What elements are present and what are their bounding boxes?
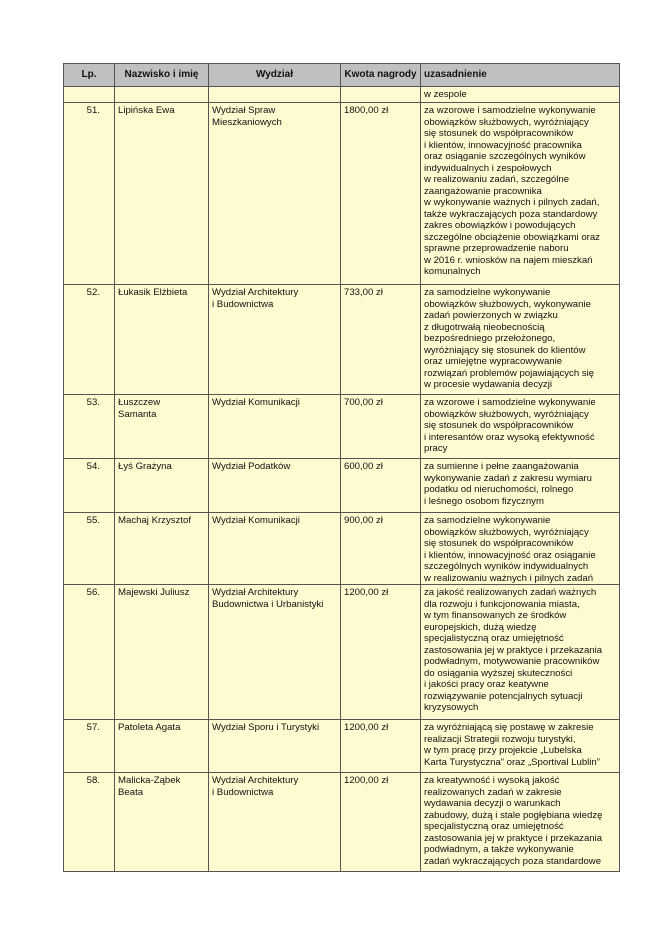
- cell-amount: 600,00 zł: [341, 459, 421, 513]
- cell-name: [115, 103, 209, 285]
- cell-dept-line: Wydział Sporu i Turystyki: [212, 722, 320, 733]
- cell-name-line: Łukasik Elżbieta: [118, 287, 188, 298]
- cell-reason-line: w realizowaniu zadań, szczególne: [424, 174, 570, 185]
- cell-reason-line: za samodzielne wykonywanie: [424, 287, 551, 298]
- cell-reason-line: w procesie wydawania decyzji: [424, 379, 552, 390]
- cell-dept: [209, 773, 341, 872]
- cell-reason-line: podatku od nieruchomości, rolnego: [424, 484, 574, 495]
- cell-reason: [421, 513, 620, 585]
- cell-reason-line: realizowanych zadań w zakresie: [424, 786, 562, 798]
- cell-reason: [421, 459, 620, 513]
- header-lp: Lp.: [64, 64, 115, 87]
- cell-reason-line: za wzorowe i samodzielne wykonywanie: [424, 397, 596, 408]
- cell-reason-line: w wykonywanie ważnych i pilnych zadań,: [424, 197, 600, 208]
- cell-reason-line: oraz umiejętne wypracowywanie: [424, 356, 563, 367]
- table-row: [64, 720, 620, 773]
- cell-reason-line: także wykraczających poza standardowy: [424, 208, 598, 220]
- cell-reason-line: za wyróżniającą się postawę w zakresie: [424, 722, 594, 733]
- cell-reason-line: indywidualnych i zespołowych: [424, 162, 552, 174]
- cell-reason-line: wyróżniający się stosunek do klientów: [424, 344, 586, 356]
- cell-dept: [209, 585, 341, 720]
- cell-reason: [421, 773, 620, 872]
- cell-reason-line: realizacji Strategii rozwoju turystyki,: [424, 733, 576, 745]
- cell-dept-line: Wydział Podatków: [212, 461, 291, 472]
- cell-dept: [209, 87, 341, 103]
- cell-name-line: Patoleta Agata: [118, 722, 181, 733]
- cell-name: [115, 513, 209, 585]
- cell-reason-line: rozwiązywanie potencjalnych sytuacji: [424, 690, 583, 702]
- cell-reason: [421, 585, 620, 720]
- cell-reason-line: szczególnych wyników indywidualnych: [424, 561, 589, 572]
- cell-reason-line: i klientów, innowacyjność oraz osiąganie: [424, 549, 596, 561]
- cell-lp: 54.: [64, 459, 115, 513]
- cell-reason: [421, 87, 620, 103]
- table-row: [64, 513, 620, 585]
- header-amount: Kwota nagrody: [341, 64, 421, 87]
- cell-reason-line: podwładnym, motywowanie pracowników: [424, 656, 600, 667]
- cell-dept-line: Mieszkaniowych: [212, 116, 282, 128]
- cell-name-line: Lipińska Ewa: [118, 105, 175, 116]
- cell-amount: 1200,00 zł: [341, 720, 421, 773]
- cell-reason-line: specjalistyczną oraz umiejętność: [424, 633, 564, 644]
- cell-reason-line: i jakości pracy oraz keatywne: [424, 679, 549, 690]
- cell-reason-line: za samodzielne wykonywanie: [424, 515, 551, 526]
- cell-amount: 1200,00 zł: [341, 585, 421, 720]
- cell-reason: [421, 720, 620, 773]
- cell-lp: 57.: [64, 720, 115, 773]
- cell-dept-line: Wydział Komunikacji: [212, 397, 300, 408]
- table-row: [64, 395, 620, 459]
- cell-lp: [64, 87, 115, 103]
- cell-dept: [209, 720, 341, 773]
- cell-amount: 900,00 zł: [341, 513, 421, 585]
- table-header-row: [64, 64, 620, 87]
- cell-reason-line: zadań powierzonych w związku: [424, 310, 558, 321]
- cell-name-line: Samanta: [118, 408, 157, 420]
- cell-reason-line: zastosowania jej w praktyce i przekazania: [424, 644, 603, 656]
- cell-reason-line: wydawania decyzji o warunkach: [424, 798, 561, 809]
- cell-reason-line: szczególne obciążenie obowiązkami oraz: [424, 231, 600, 243]
- header-name: Nazwisko i imię: [115, 64, 209, 87]
- cell-reason-line: obowiązków służbowych, wyróżniający: [424, 526, 589, 538]
- cell-reason-line: zadań wykraczających poza standardowe: [424, 855, 602, 867]
- cell-reason-line: za jakość realizowanych zadań ważnych: [424, 587, 597, 598]
- table-row: [64, 773, 620, 872]
- cell-name: [115, 459, 209, 513]
- cell-reason-line: się stosunek do współpracowników: [424, 128, 574, 139]
- cell-dept: [209, 103, 341, 285]
- cell-reason-line: w realizowaniu ważnych i pilnych zadań: [424, 572, 594, 584]
- cell-reason-line: za kreatywność i wysoką jakość: [424, 775, 560, 786]
- cell-name-line: Malicka-Ząbek: [118, 775, 181, 786]
- cell-reason-line: za sumienne i pełne zaangażowania: [424, 461, 579, 472]
- cell-reason-line: europejskich, dużą wiedzę: [424, 621, 537, 633]
- cell-reason: [421, 285, 620, 395]
- cell-name-line: Machaj Krzysztof: [118, 515, 192, 526]
- cell-reason-line: oraz osiąganie szczególnych wyników: [424, 151, 586, 162]
- cell-reason-line: z długotrwałą nieobecnością: [424, 321, 545, 333]
- cell-reason-line: i leśnego osobom fizycznym: [424, 495, 544, 507]
- cell-dept-line: Wydział Architektury: [212, 287, 299, 298]
- cell-name: [115, 395, 209, 459]
- cell-amount: [341, 87, 421, 103]
- cell-reason-line: specjalistyczną oraz umiejętność: [424, 821, 564, 832]
- cell-reason-line: i interesantów oraz wysoką efektywność: [424, 431, 595, 443]
- cell-reason-line: pracy: [424, 443, 448, 454]
- cell-dept-line: i Budownictwa: [212, 298, 274, 310]
- cell-reason-line: w tym pracę przy projekcie „Lubelska: [424, 745, 582, 756]
- cell-reason-line: w 2016 r. wniosków na najem mieszkań: [424, 254, 593, 266]
- cell-reason-line: dla rozwoju i funkcjonowania miasta,: [424, 598, 580, 610]
- awards-table: [63, 63, 620, 872]
- cell-lp: 51.: [64, 103, 115, 285]
- cell-reason-line: Karta Turystyczna” oraz „Sportival Lublin”: [424, 756, 600, 768]
- cell-dept-line: Wydział Komunikacji: [212, 515, 300, 526]
- cell-reason-line: obowiązków służbowych, wyróżniający: [424, 408, 589, 420]
- cell-reason-line: zakres obowiązków i powodujących: [424, 220, 576, 231]
- cell-dept: [209, 395, 341, 459]
- cell-amount: 1800,00 zł: [341, 103, 421, 285]
- cell-dept-line: Budownictwa i Urbanistyki: [212, 598, 324, 610]
- cell-name: [115, 720, 209, 773]
- header-dept: Wydział: [209, 64, 341, 87]
- cell-dept-line: i Budownictwa: [212, 786, 274, 798]
- cell-amount: 1200,00 zł: [341, 773, 421, 872]
- cell-dept: [209, 285, 341, 395]
- cell-reason-line: kryzysowych: [424, 702, 479, 713]
- cell-name: [115, 87, 209, 103]
- cell-name: [115, 585, 209, 720]
- cell-amount: 700,00 zł: [341, 395, 421, 459]
- cell-name: [115, 773, 209, 872]
- cell-reason-line: zastosowania jej w praktyce i przekazania: [424, 832, 603, 844]
- cell-reason-line: za wzorowe i samodzielne wykonywanie: [424, 105, 596, 116]
- cell-reason-line: komunalnych: [424, 266, 481, 277]
- table-row: [64, 103, 620, 285]
- table-row: [64, 459, 620, 513]
- cell-lp: 52.: [64, 285, 115, 395]
- cell-reason-line: się stosunek do współpracowników: [424, 420, 574, 431]
- cell-reason-line: sprawne przeprowadzenie naboru: [424, 243, 569, 254]
- cell-amount: 733,00 zł: [341, 285, 421, 395]
- cell-reason-line: w tym finansowanych ze środków: [424, 610, 567, 621]
- cell-reason-line: zabudowy, dużą i stale pogłębiana wiedzę: [424, 809, 603, 821]
- cell-reason: [421, 395, 620, 459]
- cell-lp: 58.: [64, 773, 115, 872]
- cell-reason-line: do osiągania wyższej skuteczności: [424, 667, 573, 679]
- table-row: [64, 585, 620, 720]
- continuation-row: [64, 87, 620, 103]
- cell-reason-line: podwładnym, a także wykonywanie: [424, 844, 574, 855]
- cell-reason-line: zaangażowanie pracownika: [424, 185, 542, 197]
- cell-name-line: Majewski Juliusz: [118, 587, 190, 598]
- cell-reason-line: obowiązków służbowych, wyróżniający: [424, 116, 589, 128]
- cell-dept: [209, 513, 341, 585]
- reason-line: w zespole: [424, 89, 467, 100]
- cell-name: [115, 285, 209, 395]
- cell-lp: 56.: [64, 585, 115, 720]
- cell-reason-line: i klientów, innowacyjność pracownika: [424, 139, 582, 151]
- cell-reason-line: bezpośredniego przełożonego,: [424, 333, 556, 344]
- cell-reason-line: obowiązków służbowych, wykonywanie: [424, 298, 591, 310]
- cell-name-line: Beata: [118, 786, 144, 798]
- cell-dept: [209, 459, 341, 513]
- table-row: [64, 285, 620, 395]
- cell-dept-line: Wydział Architektury: [212, 587, 299, 598]
- cell-name-line: Łyś Grażyna: [118, 461, 172, 472]
- cell-reason: [421, 103, 620, 285]
- cell-lp: 53.: [64, 395, 115, 459]
- cell-name-line: Łuszczew: [118, 397, 161, 408]
- cell-reason-line: wykonywanie zadań z zakresu wymiaru: [424, 472, 592, 484]
- header-reason: uzasadnienie: [421, 64, 620, 87]
- cell-lp: 55.: [64, 513, 115, 585]
- cell-reason-line: się stosunek do współpracowników: [424, 538, 574, 549]
- cell-dept-line: Wydział Architektury: [212, 775, 299, 786]
- cell-reason-line: rozwiązań problemów pojawiających się: [424, 367, 595, 379]
- cell-dept-line: Wydział Spraw: [212, 105, 276, 116]
